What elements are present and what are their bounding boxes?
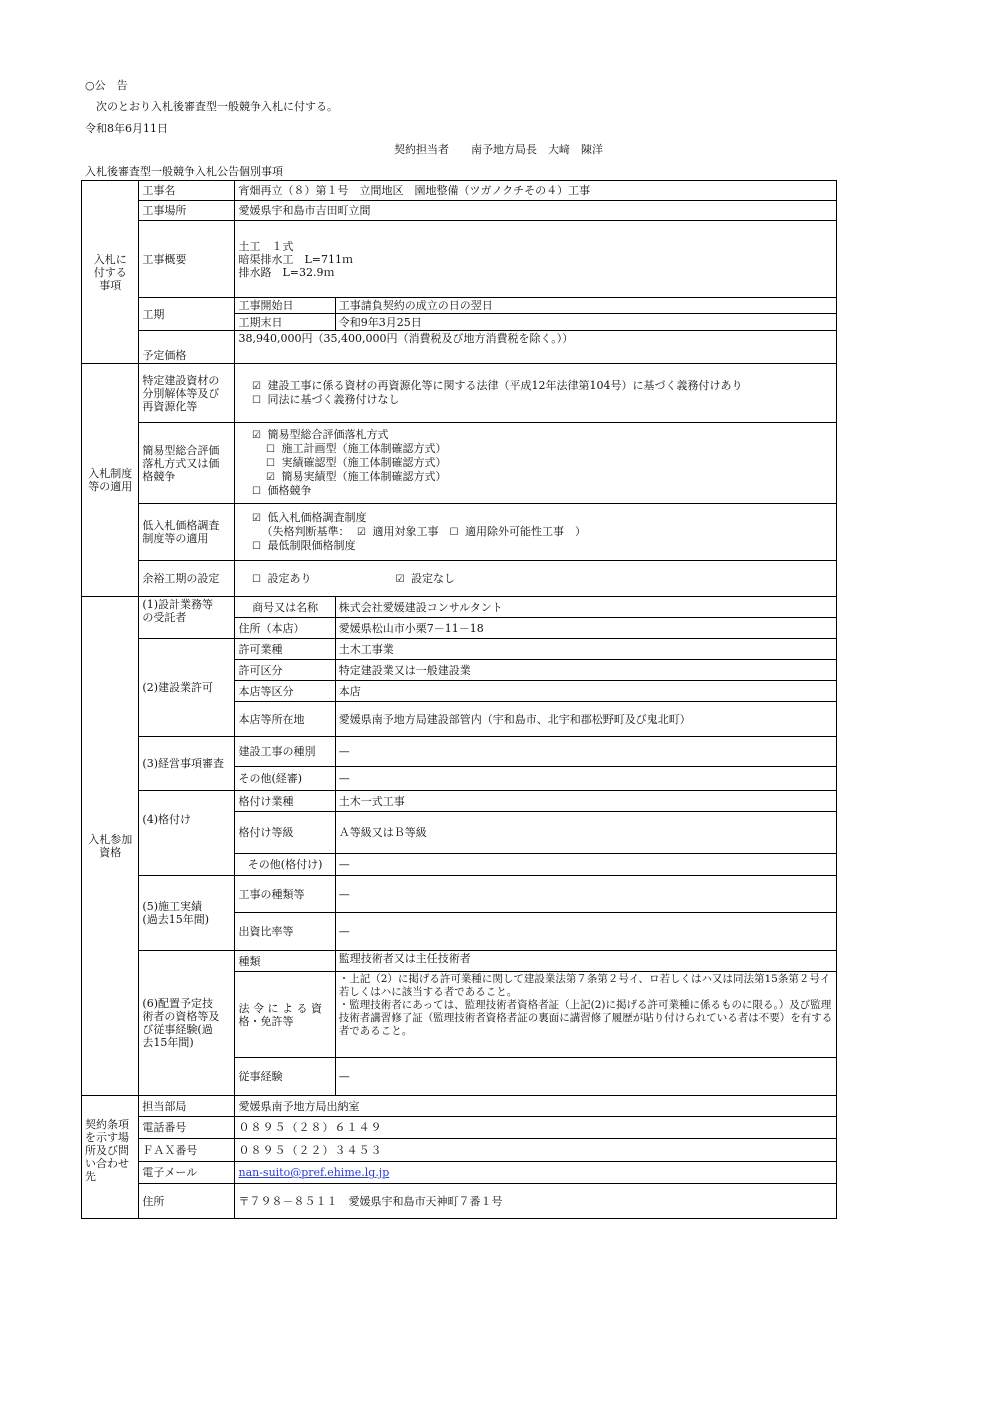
checked-box-icon[interactable]: ☑ — [395, 573, 405, 585]
eval-option-record: 実績確認型（施工体制確認方式） — [281, 456, 447, 469]
permit-type-value: 土木工事業 — [335, 639, 836, 660]
engineer-qualification-value: ・上記（2）に掲げる許可業種に関して建設業法第７条第２号イ、ロ若しくはハ又は同法第15条第２号イ若しくはハに該当する者であること。 ・監理技術者にあっては、監理技術者資格者証（上記(2)に掲げる許可業種に係るものに限る。）及び監理技術者講習修了証（監理技術者資格者証の裏面に講習修了履歴が貼り付けられている者は不要）を有する者であること。 — [335, 972, 836, 1058]
section-label-tender-items: 入札に 付する 事項 — [82, 181, 139, 364]
planned-price-label: 予定価格 — [139, 331, 235, 364]
rank-type-value: 土木一式工事 — [335, 791, 836, 812]
department-label: 担当部局 — [139, 1096, 235, 1117]
rank-type-label: 格付け業種 — [235, 791, 335, 812]
permit-type-label: 許可業種 — [235, 639, 335, 660]
unchecked-box-icon[interactable]: ☐ — [449, 527, 459, 538]
construction-overview-value: 土工 １式 暗渠排水工 L=711ｍ 排水路 L=32.9ｍ — [235, 221, 837, 298]
consultant-name-label: 商号又は名称 — [235, 597, 335, 618]
construction-name-value: 宵畑再立（８）第１号 立間地区 園地整備（ツガノクチその４）工事 — [235, 181, 837, 201]
section-label-qualifications: 入札参加 資格 — [82, 597, 139, 1096]
address-label: 住所 — [139, 1184, 235, 1219]
consultant-address-label: 住所（本店） — [235, 618, 335, 639]
engineer-kind-label: 種類 — [235, 951, 335, 972]
signatory: 契約担当者 南予地方局長 大﨑 陳洋 — [394, 143, 603, 156]
phone-label: 電話番号 — [139, 1117, 235, 1139]
department-value: 愛媛県南予地方局出納室 — [235, 1096, 837, 1117]
construction-place-value: 愛媛県宇和島市吉田町立間 — [235, 201, 837, 221]
unchecked-box-icon[interactable]: ☐ — [252, 541, 261, 552]
eval-option-simple-record: 簡易実績型（施工体制確認方式） — [281, 470, 447, 483]
unchecked-box-icon[interactable]: ☐ — [252, 486, 261, 497]
unchecked-box-icon[interactable]: ☐ — [252, 395, 261, 406]
address-value: 〒７９８－８５１１ 愛媛県宇和島市天神町７番１号 — [235, 1184, 837, 1219]
spare-option-yes: 設定あり — [267, 571, 312, 585]
fax-label: ＦＡＸ番号 — [139, 1139, 235, 1162]
end-date-value: 令和9年3月25日 — [335, 314, 836, 331]
low-bid-criteria-prefix: （失格判断基準： — [261, 525, 350, 538]
eval-option-plan: 施工計画型（施工体制確認方式） — [281, 442, 447, 455]
engineer-kind-value: 監理技術者又は主任技術者 — [335, 951, 836, 972]
spare-option-no: 設定なし — [410, 571, 455, 585]
unchecked-box-icon[interactable]: ☐ — [252, 573, 261, 585]
consultant-label: (1)設計業務等 の受託者 — [139, 597, 235, 639]
eval-option-simple: 簡易型総合評価落札方式 — [267, 428, 389, 441]
checked-box-icon[interactable]: ☑ — [252, 430, 261, 441]
eval-option-price: 価格競争 — [267, 484, 312, 497]
tender-details-table — [81, 180, 837, 1219]
spare-period-label: 余裕工期の設定 — [139, 561, 235, 597]
planned-price-value: 38,940,000円（35,400,000円（消費税及び地方消費税を除く。）） — [235, 331, 837, 364]
low-bid-criteria-applicable: 適用対象工事 — [372, 525, 439, 538]
business-review-label: (3)経営事項審査 — [139, 737, 235, 791]
section-label-bidding-system: 入札制度 等の適用 — [82, 364, 139, 597]
unchecked-box-icon[interactable]: ☐ — [266, 444, 275, 455]
office-location-label: 本店等所在地 — [235, 702, 335, 737]
permit-label: (2)建設業許可 — [139, 639, 235, 737]
construction-name-label: 工事名 — [139, 181, 235, 201]
low-bid-label: 低入札価格調査 制度等の適用 — [139, 504, 235, 561]
notice-heading: ○公 告 — [85, 79, 128, 92]
engineer-label: (6)配置予定技 術者の資格等及 び従事経験(過 去15年間) — [139, 951, 235, 1096]
engineer-qualification-label: 法 令 に よ る 資 格・免許等 — [235, 972, 335, 1058]
record-kind-label: 工事の種類等 — [235, 876, 335, 913]
consultant-address-value: 愛媛県松山市小栗7－11－18 — [335, 618, 836, 639]
email-link[interactable]: nan-suito@pref.ehime.lg.jp — [238, 1166, 390, 1179]
record-ratio-label: 出資比率等 — [235, 913, 335, 951]
phone-value: ０８９５（２８）６１４９ — [235, 1117, 837, 1139]
rank-other-label: その他(格付け) — [235, 854, 335, 876]
low-bid-option-survey: 低入札価格調査制度 — [267, 511, 367, 524]
construction-record-label: (5)施工実績 (過去15年間) — [139, 876, 235, 951]
notice-intro: 次のとおり入札後審査型一般競争入札に付する。 — [85, 100, 338, 113]
end-date-label: 工期末日 — [235, 314, 335, 331]
checked-box-icon[interactable]: ☑ — [357, 527, 366, 538]
review-other-label: その他(経審) — [235, 767, 335, 791]
engineer-experience-label: 従事経験 — [235, 1058, 335, 1096]
start-date-value: 工事請負契約の成立の日の翌日 — [335, 298, 836, 314]
recycle-label: 特定建設資材の 分別解体等及び 再資源化等 — [139, 364, 235, 423]
review-other-value: — — [335, 767, 836, 791]
rank-label: (4)格付け — [139, 791, 235, 876]
unchecked-box-icon[interactable]: ☐ — [266, 458, 275, 469]
review-kind-label: 建設工事の種別 — [235, 737, 335, 767]
email-label: 電子メール — [139, 1162, 235, 1184]
record-ratio-value: — — [335, 913, 836, 951]
rank-grade-label: 格付け等級 — [235, 812, 335, 854]
section-label-contact: 契約条項 を示す場 所及び問 い合わせ 先 — [82, 1096, 139, 1219]
rank-other-value: — — [335, 854, 836, 876]
low-bid-option-minimum: 最低制限価格制度 — [267, 539, 356, 552]
review-kind-value: — — [335, 737, 836, 767]
fax-value: ０８９５（２２）３４５３ — [235, 1139, 837, 1162]
construction-overview-label: 工事概要 — [139, 221, 235, 298]
evaluation-label: 簡易型総合評価 落札方式又は価 格競争 — [139, 423, 235, 504]
record-kind-value: — — [335, 876, 836, 913]
office-class-value: 本店 — [335, 681, 836, 702]
checked-box-icon[interactable]: ☑ — [266, 472, 275, 483]
checked-box-icon[interactable]: ☑ — [252, 381, 261, 392]
permit-class-label: 許可区分 — [235, 660, 335, 681]
checked-box-icon[interactable]: ☑ — [252, 513, 261, 524]
engineer-experience-value: — — [335, 1058, 836, 1096]
recycle-option-obligated: 建設工事に係る資材の再資源化等に関する法律（平成12年法律第104号）に基づく義務付けあり — [267, 379, 743, 392]
table-title: 入札後審査型一般競争入札公告個別事項 — [85, 165, 283, 178]
office-class-label: 本店等区分 — [235, 681, 335, 702]
construction-place-label: 工事場所 — [139, 201, 235, 221]
start-date-label: 工事開始日 — [235, 298, 335, 314]
construction-period-label: 工期 — [139, 298, 235, 331]
rank-grade-value: Ａ等級又はＢ等級 — [335, 812, 836, 854]
permit-class-value: 特定建設業又は一般建設業 — [335, 660, 836, 681]
consultant-name-value: 株式会社愛媛建設コンサルタント — [335, 597, 836, 618]
notice-date: 令和8年6月11日 — [85, 122, 168, 135]
low-bid-criteria-excluded: 適用除外可能性工事 ） — [464, 525, 586, 538]
recycle-option-not-obligated: 同法に基づく義務付けなし — [267, 393, 400, 406]
office-location-value: 愛媛県南予地方局建設部管内（宇和島市、北宇和郡松野町及び鬼北町） — [335, 702, 836, 737]
